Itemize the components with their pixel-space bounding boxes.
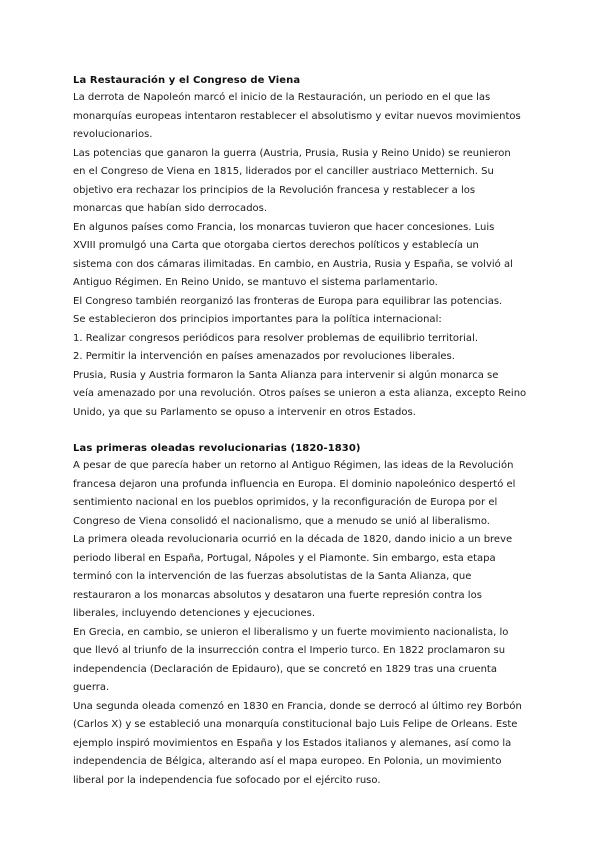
text-line: independencia (Declaración de Epidauro), que se concretó en 1829 tras una cruenta <box>73 663 497 675</box>
text-line: revolucionarios. <box>73 129 153 140</box>
text-line: sentimiento nacional en los pueblos oprimidos, y la reconfiguración de Europa por el <box>73 497 498 508</box>
text-line: En algunos países como Francia, los monarcas tuvieron que hacer concesiones. Luis <box>73 221 495 233</box>
text-line: monarquías europeas intentaron restablecer el absolutismo y evitar nuevos movimientos <box>73 110 521 122</box>
text-line: veía amenazado por una revolución. Otros países se unieron a esta alianza, excepto Reino <box>73 388 527 399</box>
section-text <box>73 457 535 790</box>
text-line: liberales, incluyendo detenciones y ejecuciones. <box>73 608 316 619</box>
text-line: periodo liberal en España, Portugal, Nápoles y el Piamonte. Sin embargo, esta etapa <box>73 552 496 564</box>
text-line: A pesar de que parecía haber un retorno al Antiguo Régimen, las ideas de la Revolución <box>73 460 514 471</box>
text-line: 2. Permitir la intervención en países amenazados por revoluciones liberales. <box>73 351 455 362</box>
text-line: guerra. <box>73 682 110 693</box>
text-line: francesa dejaron una profunda influencia en Europa. El dominio napoleónico despertó el <box>73 478 516 490</box>
text-line: liberal por la independencia fue sofocado por el ejército ruso. <box>73 774 381 786</box>
section-heading: Las primeras oleadas revolucionarias (1820-1830) <box>73 443 361 454</box>
text-line: sistema con dos cámaras ilimitadas. En cambio, en Austria, Rusia y España, se volvió al <box>73 258 513 270</box>
text-line: Una segunda oleada comenzó en 1830 en Francia, donde se derrocó al último rey Borbón <box>73 700 522 712</box>
text-line: La derrota de Napoleón marcó el inicio de la Restauración, un periodo en el que las <box>73 92 491 103</box>
text-line: objetivo era rechazar los principios de la Revolución francesa y restablecer a los <box>73 184 476 196</box>
text-line: Las potencias que ganaron la guerra (Austria, Prusia, Rusia y Reino Unido) se reunieron <box>73 147 511 159</box>
text-line: ejemplo inspiró movimientos en España y los Estados italianos y alemanes, así como la <box>73 737 512 749</box>
text-line: independencia de Bélgica, alterando así el mapa europeo. En Polonia, un movimiento <box>73 756 502 767</box>
text-line: El Congreso también reorganizó las fronteras de Europa para equilibrar las potencias. <box>73 295 503 307</box>
text-line: en el Congreso de Viena en 1815, liderados por el canciller austriaco Metternich. Su <box>73 166 494 177</box>
document-body <box>73 73 535 790</box>
text-line: restauraron a los monarcas absolutos y desataron una fuerte represión contra los <box>73 589 482 601</box>
section-oleadas <box>73 441 535 790</box>
text-line: Unido, ya que su Parlamento se opuso a intervenir en otros Estados. <box>73 406 416 418</box>
text-line: XVIII promulgó una Carta que otorgaba ciertos derechos políticos y establecía un <box>73 240 479 251</box>
text-line: que llevó al triunfo de la insurrección contra el Imperio turco. En 1822 proclamaron su <box>73 645 506 656</box>
section-heading: La Restauración y el Congreso de Viena <box>73 75 301 86</box>
text-line: Congreso de Viena consolidó el nacionalismo, que a menudo se unió al liberalismo. <box>73 515 490 527</box>
text-line: Antiguo Régimen. En Reino Unido, se mantuvo el sistema parlamentario. <box>73 277 438 288</box>
text-line: terminó con la intervención de las fuerzas absolutistas de la Santa Alianza, que <box>73 571 472 582</box>
text-line: Prusia, Rusia y Austria formaron la Santa Alianza para intervenir si algún monarca se <box>73 369 499 381</box>
section-spacer <box>73 422 535 441</box>
text-line: 1. Realizar congresos periódicos para resolver problemas de equilibrio territorial. <box>73 332 479 344</box>
section-text <box>73 89 535 422</box>
text-line: (Carlos X) y se estableció una monarquía constitucional bajo Luis Felipe de Orleans. Este <box>73 719 518 730</box>
text-line: La primera oleada revolucionaria ocurrió en la década de 1820, dando inicio a un breve <box>73 534 513 545</box>
section-restauracion <box>73 73 535 422</box>
text-line: En Grecia, en cambio, se unieron el liberalismo y un fuerte movimiento nacionalista, lo <box>73 626 509 638</box>
text-line: monarcas que habían sido derrocados. <box>73 203 268 214</box>
text-line: Se establecieron dos principios importantes para la política internacional: <box>73 314 442 325</box>
